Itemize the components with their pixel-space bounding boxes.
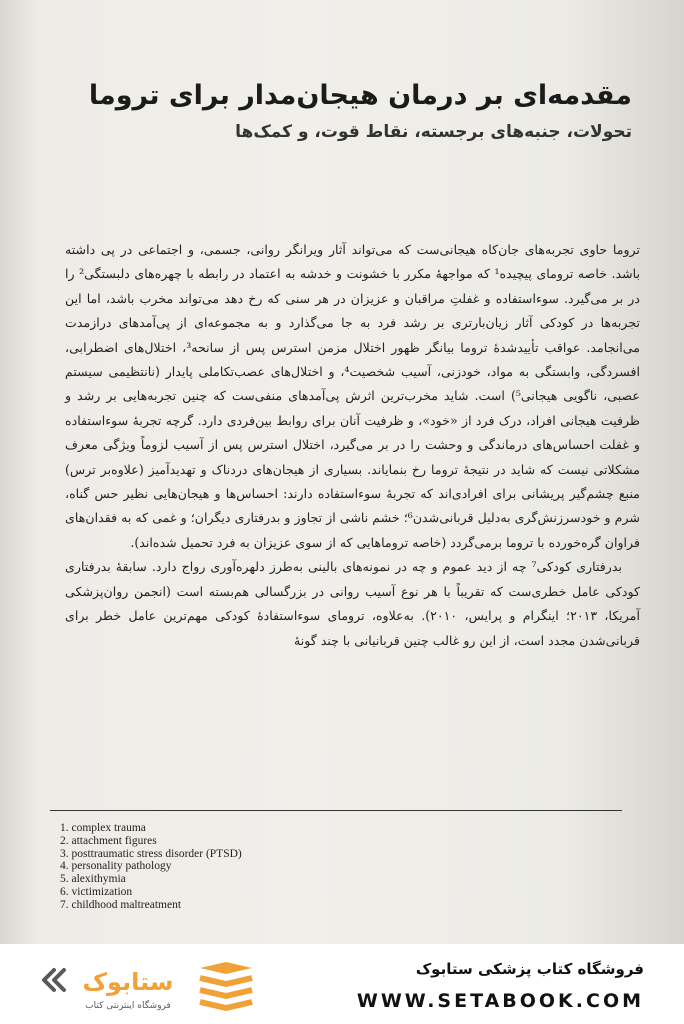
- footnote-divider: [50, 810, 622, 811]
- footnote-item: 7. childhood maltreatment: [60, 898, 182, 911]
- chapter-subtitle: تحولات، جنبه‌های برجسته، نقاط قوت، و کمک‌ها: [235, 122, 632, 142]
- book-stack-icon: [200, 962, 252, 1008]
- footnotes-list: [60, 822, 242, 912]
- shop-name: فروشگاه کتاب پزشکی ستابوک: [415, 960, 644, 978]
- paragraph: بدرفتاری کودکی⁷ چه از دید عموم و چه در نمونه‌های بالینی به‌طرز دلهره‌آوری رواج دارد. سابقهٔ بدرفتاری کودکی عامل خطری‌ست که تقریباً با هر نوع آسیب روانی در بزرگسالی هم‌بسته است (انجمن روان‌پزشکی آمریکا، ۲۰۱۳؛ اینگرام و پرایس، ۲۰۱۰). به‌علاوه، ترومای سوءاستفادهٔ کودکی مهم‌ترین عامل خطر برای قربانی‌شدن مجدد است، از این رو غالب چنین قربانیانی با چند گونهٔ: [65, 559, 640, 648]
- logo-subtext: فروشگاه اینترنتی کتاب: [85, 1001, 171, 1011]
- footnote-item: 1. complex trauma: [60, 822, 146, 834]
- footnote-item: 2. attachment figures: [60, 834, 157, 847]
- setabook-logo: [40, 956, 280, 1014]
- body-text: [65, 238, 640, 653]
- shop-url-link[interactable]: WWW.SETABOOK.COM: [356, 990, 644, 1012]
- footnote-item: 3. posttraumatic stress disorder (PTSD): [60, 847, 242, 860]
- footnote-item: 5. alexithymia: [60, 873, 126, 886]
- logo-wordmark: ستابوک: [82, 968, 174, 996]
- footnote-item: 4. personality pathology: [60, 860, 172, 873]
- chapter-title: مقدمه‌ای بر درمان هیجان‌مدار برای تروما: [88, 80, 632, 111]
- paragraph: تروما حاوی تجربه‌های جان‌کاه هیجانی‌ست که می‌تواند آثار ویرانگر روانی، جسمی، و اجتماعی در پی داشته باشد. خاصه ترومای پیچیده¹ که مواجههٔ مکرر با خشونت و خدشه به اعتماد در رابطه با چهره‌های دلبستگی² را در بر می‌گیرد. سوءاستفاده و غفلتِ مراقبان و عزیزان در هر سنی که رخ دهد می‌تواند مخرب باشد، اما این تجربه‌ها در کودکی آثار زیان‌بارتری بر رشد فرد به جا می‌گذارد و به مجموعه‌ای از پی‌آمدهای درازمدت می‌انجامد. عواقب تأییدشدهٔ تروما بیانگر ظهور اختلال مزمن استرس پس از سانحه³، اختلال‌های اضطرابی، افسردگی، وابستگی به مواد، خودزنی، آسیب شخصیت⁴، و اختلال‌های عصب‌تکاملی پایدار (نانتظیمی سیستم عصبی، ناگویی هیجانی⁵) است. شاید مخرب‌ترین اثرش پی‌آمدهای منفی‌ست که چنین تجربه‌هایی بر رشد و ظرفیت هیجانی افراد، درک فرد از «خود»، و ظرفیت آنان برای روابط بین‌فردی دارد. گرچه تجربهٔ سوءاستفاده و غفلت احساس‌های درماندگی و وحشت را در بر می‌گیرد، اختلال استرس پس از آسیب لزوماً ویژگی معرف مشکلاتی نیست که شاید در نتیجهٔ تروما رخ بنمایاند. بسیاری از هیجان‌های دردناک و تهدیدآمیز (علاوه‌بر ترس) منبع چشم‌گیر پریشانی برای افرادی‌اند که تجربهٔ سوءاستفاده دارند: احساس‌ها و هیجان‌هایی نظیر حس گناه، شرم و خودسرزنش‌گری به‌دلیل قربانی‌شدن⁶؛ خشم ناشی از تجاوز و بدرفتاری دیگران؛ و غمی که به فقدان‌های فراوان گره‌خورده با تروما برمی‌گردد (خاصه تروماهایی که از سوی عزیزان به فرد تحمیل شده‌اند).: [65, 242, 640, 550]
- footnote-item: 6. victimization: [60, 885, 133, 898]
